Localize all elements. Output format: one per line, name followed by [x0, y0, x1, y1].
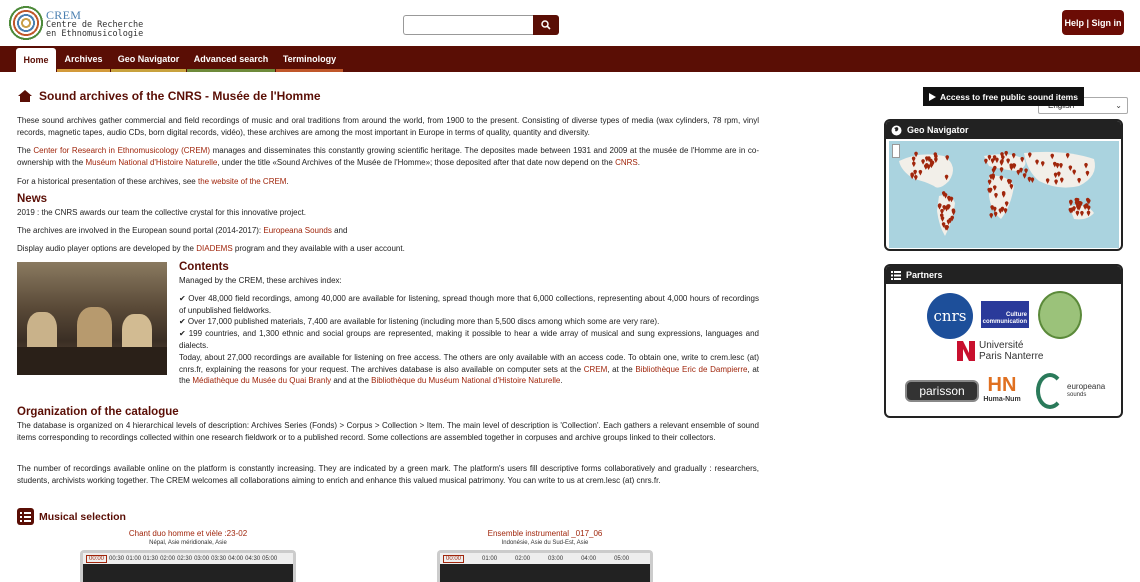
list-icon: [17, 508, 34, 525]
logo-subtitle-line-1: Centre de Recherche: [46, 20, 144, 30]
map-marker-icon[interactable]: [938, 204, 942, 210]
timeline-tick: 00:00: [86, 555, 107, 563]
organization-paragraph-1: The database is organized on 4 hierarchical levels of description: Archives Series (Fonds) > Corpus > Collection > Item. The main level of description is 'Collection'. Each gathers a relevant ensemble of sound items corresponding to recordings collected within one research fieldwork or to a published record. Some collections are assembled together in corpuses and archive groups linked to their collectors.: [17, 421, 759, 442]
nav-home-label: Home: [23, 55, 49, 65]
map-marker-icon[interactable]: [1028, 152, 1032, 158]
map-marker-icon[interactable]: [1010, 165, 1014, 171]
nav-terminology-bar: [276, 69, 343, 72]
map-marker-icon[interactable]: [914, 152, 918, 158]
timeline-tick: 05:00: [262, 555, 278, 562]
access-label: Access to free public sound items: [940, 91, 1078, 102]
mnhn-link[interactable]: Muséum National d'Histoire Naturelle: [85, 157, 218, 167]
p2-text-d: .: [637, 157, 640, 167]
p3-text-a: For a historical presentation of these archives, see: [17, 177, 198, 186]
contents-4-text-a: Today, about 27,000 recordings are available for listening on free access. The others are only available with an access code. To obtain one, write to crem.lesc (at) cnrs.fr, explaining the reasons for your request. The archives database is also available on computer sets at the: [179, 352, 759, 374]
nav-home[interactable]: [16, 48, 56, 72]
timeline-tick: 05:00: [614, 555, 630, 562]
intro-paragraph: These sound archives gather commercial and field recordings of music and oral traditions from around the world, from 1900 to the present. Consisting of diverse types of media (wax cylinders, 78 rpm, vinyl records, magnetic tapes, audio CDs, born digital records, vidéo), these archives are among the most important in Europe in terms of quality, quantity and diversity.: [17, 116, 759, 137]
partners-title: Partners: [906, 270, 943, 280]
news-3-text-a: Display audio player options are developed by the: [17, 244, 197, 253]
europeana-link[interactable]: Europeana Sounds: [263, 226, 332, 235]
cnrs-logo-text: cnrs: [933, 307, 967, 325]
contents-4-text-c: , at the: [179, 364, 760, 386]
map-marker-icon[interactable]: [1053, 162, 1057, 168]
selection-1-title[interactable]: Chant duo homme et vièle :23-02: [128, 529, 248, 538]
map-marker-icon[interactable]: [1050, 154, 1054, 160]
news-item-2: [17, 225, 759, 237]
timeline-tick: 01:30: [143, 555, 159, 562]
map-marker-icon[interactable]: [1076, 211, 1080, 217]
search-form: [403, 15, 557, 35]
map-marker-icon[interactable]: [1031, 177, 1035, 183]
timeline-tick: 04:00: [581, 555, 597, 562]
map-marker-icon[interactable]: [910, 174, 914, 180]
mnhn-library-link[interactable]: Bibliothèque du Muséum National d'Histoire Naturelle: [371, 376, 561, 386]
partners-box: [884, 264, 1123, 418]
map-marker-icon[interactable]: [993, 185, 997, 191]
map-marker-icon[interactable]: [921, 159, 925, 165]
crem-website-link[interactable]: the website of the CREM: [197, 177, 287, 186]
map-marker-icon[interactable]: [930, 163, 934, 169]
map-marker-icon[interactable]: [1069, 165, 1073, 171]
dampierre-link[interactable]: Bibliothèque Eric de Dampierre: [635, 364, 748, 374]
map-marker-icon[interactable]: [1012, 153, 1016, 159]
help-signin-button[interactable]: Help | Sign in: [1062, 10, 1124, 35]
map-marker-icon[interactable]: [1084, 163, 1088, 169]
map-marker-icon[interactable]: [1028, 177, 1032, 183]
timeline-tick: 04:30: [245, 555, 261, 562]
timeline-tick: 03:00: [194, 555, 210, 562]
timeline-tick: 00:00: [443, 555, 464, 563]
map-marker-icon[interactable]: [1080, 211, 1084, 217]
timeline-tick: 01:00: [126, 555, 142, 562]
nav-geo-bar: [111, 69, 186, 72]
logo-subtitle: [46, 21, 143, 39]
organization-paragraph-2: The number of recordings available online on the platform is constantly increasing. They are indicated by a green mark. The platform's users fill descriptive forms collaboratively and gradually : researchers, students, archivists working together. The CREM welcomes all collaborations aiming to enrich and enhance this valued musical patrimony. You can write to us at crem.lesc (at) cnrs.fr.: [17, 464, 759, 485]
crem-link[interactable]: Center for Research in Ethnomusicology (CREM): [33, 146, 210, 155]
contents-body: [179, 275, 759, 387]
timeline-tick: 01:00: [482, 555, 498, 562]
audio-player-1[interactable]: [80, 550, 296, 582]
p2-text-c: , under the title «Sound Archives of the Musée de l'Homme»; those deposited after that date now depend on the: [217, 157, 616, 167]
geo-navigator-header: [886, 121, 1121, 139]
map-marker-icon[interactable]: [988, 155, 992, 161]
geo-navigator-title: Geo Navigator: [907, 125, 969, 135]
page-title-text: Sound archives of the CNRS - Musée de l'Homme: [39, 89, 321, 103]
cnrs-link[interactable]: CNRS: [615, 157, 638, 167]
cnrs-logo[interactable]: [927, 293, 973, 339]
news-heading: News: [17, 193, 48, 205]
nav-archives-label: Archives: [64, 54, 103, 64]
map-marker-icon[interactable]: [1087, 211, 1091, 217]
map-marker-icon[interactable]: [941, 216, 945, 222]
contents-photo: [17, 262, 167, 375]
nav-archives[interactable]: [57, 46, 110, 72]
news-item-1: 2019 : the CNRS awards our team the collective crystal for this innovative project.: [17, 208, 307, 217]
huma-num-mark: HN: [987, 374, 1017, 396]
timeline-tick: 04:00: [228, 555, 244, 562]
map-marker-icon[interactable]: [1069, 200, 1073, 206]
p3-text-b: .: [286, 177, 289, 186]
map-marker-icon[interactable]: [925, 156, 929, 162]
nav-terminology-label: Terminology: [282, 54, 337, 64]
nav-advanced-bar: [187, 69, 275, 72]
history-paragraph: [17, 176, 759, 188]
logo-subtitle-line-2: en Ethnomusicologie: [46, 29, 144, 39]
map-marker-icon[interactable]: [934, 157, 938, 163]
europeana-sounds-logo[interactable]: [1036, 373, 1105, 409]
map-marker-icon[interactable]: [1006, 158, 1010, 164]
timeline-tick: 02:30: [177, 555, 193, 562]
map-marker-icon[interactable]: [994, 212, 998, 218]
map-marker-icon[interactable]: [945, 175, 949, 181]
map-marker-icon[interactable]: [1060, 178, 1064, 184]
contents-heading: Contents: [179, 261, 229, 273]
contents-4-text-b: , at the: [607, 364, 636, 374]
map-marker-icon[interactable]: [995, 158, 999, 164]
europeana-e-icon: [1036, 373, 1064, 409]
news-3-text-b: program and they available with a user account.: [232, 244, 405, 253]
news-item-3: [17, 243, 759, 255]
map-marker-icon[interactable]: [1002, 192, 1006, 198]
news-2-text-a: The archives are involved in the European sound portal (2014-2017):: [17, 226, 264, 235]
crem-paragraph: [17, 145, 759, 168]
map-marker-icon[interactable]: [919, 170, 923, 176]
map-marker-icon[interactable]: [1023, 173, 1027, 179]
map-marker-icon[interactable]: [1054, 179, 1058, 185]
map-zoom-control[interactable]: [892, 144, 900, 158]
organization-heading: Organization of the catalogue: [17, 406, 179, 418]
globe-icon: [891, 125, 902, 136]
map-marker-icon[interactable]: [1077, 178, 1081, 184]
map-markers[interactable]: [889, 141, 1119, 248]
crem-logo[interactable]: [8, 5, 168, 41]
selection-1-subtitle: Népal, Asie méridionale, Asie: [149, 540, 227, 546]
logo-title: CREM: [46, 8, 82, 22]
map-marker-icon[interactable]: [1072, 170, 1076, 176]
huma-num-text: Huma-Num: [983, 396, 1021, 403]
player-1-timeline[interactable]: [83, 553, 293, 564]
search-input[interactable]: [403, 15, 533, 35]
p2-text-b: manages and disseminates this constantly growing scientific heritage. The deposites made between 1931 and 2009 at the musée de l'Homme are in co-ownership with the: [17, 146, 759, 167]
nav-advanced-search[interactable]: [187, 46, 275, 72]
page-title: [17, 89, 321, 103]
europeana-line-2: sounds: [1067, 392, 1087, 398]
map-marker-icon[interactable]: [1057, 171, 1061, 177]
nanterre-n-icon: [957, 341, 975, 361]
map-marker-icon[interactable]: [912, 156, 916, 162]
nav-geo-label: Geo Navigator: [117, 54, 180, 64]
map-marker-icon[interactable]: [989, 213, 993, 219]
culture-logo-text: Culture communication: [982, 312, 1027, 325]
parisson-logo[interactable]: [905, 380, 979, 402]
map-marker-icon[interactable]: [1054, 173, 1058, 179]
player-2-timeline[interactable]: [440, 553, 650, 564]
nav-terminology[interactable]: [276, 46, 343, 72]
spiral-logo-icon: [8, 5, 44, 41]
mnhn-seal-logo[interactable]: [1038, 291, 1082, 339]
nav-geo-navigator[interactable]: [111, 46, 186, 72]
chevron-down-icon: ⌄: [1115, 101, 1122, 110]
map-marker-icon[interactable]: [1004, 208, 1008, 214]
paris-nanterre-logo[interactable]: [957, 340, 1043, 362]
map-marker-icon[interactable]: [1046, 178, 1050, 184]
map-marker-icon[interactable]: [1000, 167, 1004, 173]
contents-item-4: [179, 352, 759, 387]
p2-text-a: The: [17, 146, 34, 155]
map-marker-icon[interactable]: [988, 180, 992, 186]
timeline-tick: 03:30: [211, 555, 227, 562]
nanterre-line-2: Paris Nanterre: [979, 351, 1044, 362]
contents-item-1: ✔ Over 48,000 field recordings, among 40,000 are available for listening, spread though more that 6,000 collections, representing about 4,000 hours of recordings of unpublished fieldworks.: [179, 293, 759, 315]
nav-advanced-label: Advanced search: [193, 54, 269, 64]
contents-intro: Managed by the CREM, these archives index:: [179, 276, 342, 285]
timeline-tick: 00:30: [109, 555, 125, 562]
map-marker-icon[interactable]: [1035, 159, 1039, 165]
home-icon: [17, 89, 33, 103]
map-marker-icon[interactable]: [1066, 153, 1070, 159]
nav-archives-bar: [57, 69, 110, 72]
header: [0, 0, 1140, 46]
contents-item-3: ✔ 199 countries, and 1,300 ethnic and social groups are represented, making it possible to hear a wide array of musical and sung expressions, languages and dialects.: [179, 329, 759, 350]
quai-branly-link[interactable]: Médiathèque du Musée du Quai Branly: [192, 376, 332, 386]
play-icon: [929, 93, 936, 101]
contents-4-text-e: .: [560, 376, 563, 386]
contents-item-2: ✔ Over 17,000 published materials, 7,400 are available for listening (including more than 5,500 discs among which some are very rare).: [179, 317, 660, 327]
culture-logo[interactable]: [981, 301, 1029, 328]
selection-2-subtitle: Indonésie, Asie du Sud-Est, Asie: [501, 540, 589, 546]
news-2-text-b: and: [331, 226, 348, 235]
world-map[interactable]: [889, 141, 1119, 248]
diadems-link[interactable]: DIADEMS: [196, 244, 233, 253]
map-marker-icon[interactable]: [1041, 161, 1045, 167]
map-marker-icon[interactable]: [924, 164, 928, 170]
map-marker-icon[interactable]: [1010, 184, 1014, 190]
musical-selection-heading: [17, 508, 126, 525]
search-button[interactable]: [533, 15, 559, 35]
map-marker-icon[interactable]: [1004, 151, 1008, 157]
timeline-tick: 02:00: [160, 555, 176, 562]
parisson-logo-text: parisson: [919, 384, 965, 398]
selection-2-title[interactable]: Ensemble instrumental _017_06: [487, 529, 603, 538]
map-marker-icon[interactable]: [945, 155, 949, 161]
list-icon: [891, 271, 901, 280]
search-icon: [541, 20, 551, 30]
timeline-tick: 02:00: [515, 555, 531, 562]
partners-header: [886, 266, 1121, 284]
timeline-tick: 03:00: [548, 555, 564, 562]
geo-navigator-box: [884, 119, 1123, 251]
selection-item-1: [80, 529, 296, 546]
map-marker-icon[interactable]: [984, 159, 988, 165]
map-marker-icon[interactable]: [1000, 175, 1004, 181]
access-public-items-button[interactable]: [923, 87, 1084, 106]
contents-4-text-d: and at the: [331, 376, 372, 386]
map-marker-icon[interactable]: [1017, 170, 1021, 176]
map-marker-icon[interactable]: [912, 161, 916, 167]
audio-player-2[interactable]: [437, 550, 653, 582]
selection-item-2: [437, 529, 653, 546]
map-marker-icon[interactable]: [994, 193, 998, 199]
musical-selection-title: Musical selection: [39, 510, 126, 523]
nanterre-line-1: Université: [979, 340, 1024, 351]
map-marker-icon[interactable]: [991, 158, 995, 164]
map-marker-icon[interactable]: [914, 175, 918, 181]
map-marker-icon[interactable]: [1086, 171, 1090, 177]
map-marker-icon[interactable]: [1059, 163, 1063, 169]
europeana-line-1: europeana: [1067, 382, 1106, 391]
map-marker-icon[interactable]: [1005, 201, 1009, 207]
crem-location-link[interactable]: CREM: [583, 364, 608, 374]
map-marker-icon[interactable]: [993, 207, 997, 213]
map-marker-icon[interactable]: [1020, 157, 1024, 163]
map-marker-icon[interactable]: [950, 197, 954, 203]
huma-num-logo[interactable]: [981, 374, 1023, 403]
